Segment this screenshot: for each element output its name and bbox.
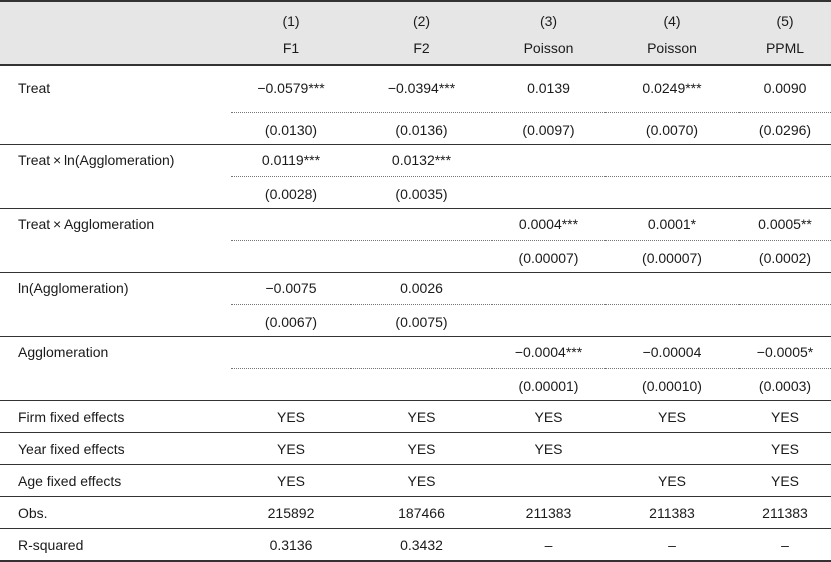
coefficient-cell <box>605 273 739 305</box>
coefficient-cell <box>492 145 605 177</box>
standard-error-cell <box>351 369 492 401</box>
standard-error-cell: (0.0130) <box>231 113 351 145</box>
standard-error-row <box>0 113 831 145</box>
header-cell-col-3: (3) <box>492 1 605 33</box>
coefficient-cell: −0.0005* <box>739 337 831 369</box>
coefficient-row <box>0 273 831 305</box>
coefficient-cell <box>351 209 492 241</box>
value-cell: 211383 <box>492 497 605 529</box>
coefficient-row <box>0 209 831 241</box>
header-cell <box>0 1 231 33</box>
row-label: Treat × ln(Agglomeration) <box>18 151 175 168</box>
value-cell: 211383 <box>739 497 831 529</box>
standard-error-row <box>0 177 831 209</box>
standard-error-cell: (0.0067) <box>231 305 351 337</box>
row-label: Obs. <box>0 497 231 529</box>
coefficient-cell: 0.0139 <box>492 65 605 113</box>
coefficient-cell <box>739 145 831 177</box>
coefficient-cell <box>739 273 831 305</box>
standard-error-cell: (0.0136) <box>351 113 492 145</box>
coefficient-cell <box>605 145 739 177</box>
value-cell: YES <box>739 401 831 433</box>
value-cell: 211383 <box>605 497 739 529</box>
coefficient-cell: 0.0119*** <box>231 145 351 177</box>
value-cell: – <box>492 529 605 562</box>
value-cell: YES <box>351 433 492 465</box>
header-cell-col-2: (2) <box>351 1 492 33</box>
standard-error-cell: (0.0003) <box>739 369 831 401</box>
value-cell: YES <box>492 401 605 433</box>
value-cell: YES <box>351 465 492 497</box>
standard-error-cell: (0.0097) <box>492 113 605 145</box>
value-cell: YES <box>739 465 831 497</box>
value-cell: – <box>739 529 831 562</box>
standard-error-cell: (0.00007) <box>492 241 605 273</box>
header-cell-col-5: (5) <box>739 1 831 33</box>
standard-error-cell: (0.0035) <box>351 177 492 209</box>
row-label: Treat × Agglomeration <box>18 215 155 232</box>
row-label-empty <box>0 113 231 145</box>
header-name-col-4: Poisson <box>605 33 739 65</box>
value-cell: YES <box>492 433 605 465</box>
value-cell: YES <box>605 465 739 497</box>
value-cell: YES <box>739 433 831 465</box>
coefficient-cell: 0.0132*** <box>351 145 492 177</box>
standard-error-cell <box>739 305 831 337</box>
standard-error-cell: (0.0075) <box>351 305 492 337</box>
coefficient-cell <box>492 273 605 305</box>
coefficient-cell: −0.0004*** <box>492 337 605 369</box>
row-label: Agglomeration <box>18 343 109 360</box>
row-label: Treat <box>18 80 51 97</box>
standard-error-cell: (0.00010) <box>605 369 739 401</box>
row-label: R-squared <box>0 529 231 562</box>
standard-error-cell <box>739 177 831 209</box>
standard-error-row <box>0 241 831 273</box>
standard-error-row <box>0 369 831 401</box>
standard-error-cell <box>351 241 492 273</box>
value-cell <box>605 433 739 465</box>
coefficient-cell <box>351 337 492 369</box>
standard-error-row <box>0 305 831 337</box>
header-row-column-numbers <box>0 1 831 33</box>
value-cell: 187466 <box>351 497 492 529</box>
coefficient-cell: −0.0075 <box>231 273 351 305</box>
row-label: Year fixed effects <box>0 433 231 465</box>
row-label-empty <box>0 305 231 337</box>
standard-error-cell: (0.0070) <box>605 113 739 145</box>
header-cell-col-4: (4) <box>605 1 739 33</box>
observations-row <box>0 497 831 529</box>
header-name-col-5: PPML <box>739 33 831 65</box>
header-name-col-2: F2 <box>351 33 492 65</box>
coefficient-cell: −0.0579*** <box>231 65 351 113</box>
table-body <box>0 65 831 561</box>
value-cell: YES <box>231 465 351 497</box>
coefficient-cell: −0.0394*** <box>351 65 492 113</box>
standard-error-cell <box>231 241 351 273</box>
value-cell: YES <box>605 401 739 433</box>
value-cell: 215892 <box>231 497 351 529</box>
value-cell: 0.3136 <box>231 529 351 562</box>
value-cell: YES <box>231 433 351 465</box>
coefficient-cell: 0.0001* <box>605 209 739 241</box>
value-cell <box>492 465 605 497</box>
row-label: ln(Agglomeration) <box>18 279 129 296</box>
header-cell-col-1: (1) <box>231 1 351 33</box>
value-cell: 0.3432 <box>351 529 492 562</box>
coefficient-cell <box>231 337 351 369</box>
standard-error-cell: (0.00007) <box>605 241 739 273</box>
r-squared-row <box>0 529 831 562</box>
row-label-empty <box>0 241 231 273</box>
coefficient-cell: 0.0004*** <box>492 209 605 241</box>
coefficient-cell: −0.00004 <box>605 337 739 369</box>
standard-error-cell <box>605 305 739 337</box>
row-label-empty <box>0 177 231 209</box>
firm-fixed-effects-row <box>0 401 831 433</box>
value-cell: YES <box>351 401 492 433</box>
standard-error-cell: (0.00001) <box>492 369 605 401</box>
value-cell: YES <box>231 401 351 433</box>
table-header <box>0 1 831 65</box>
header-row-model-names <box>0 33 831 65</box>
coefficient-row <box>0 145 831 177</box>
standard-error-cell: (0.0296) <box>739 113 831 145</box>
coefficient-row <box>0 337 831 369</box>
standard-error-cell <box>492 305 605 337</box>
standard-error-cell <box>605 177 739 209</box>
coefficient-cell: 0.0005** <box>739 209 831 241</box>
header-name-col-3: Poisson <box>492 33 605 65</box>
coefficient-row <box>0 65 831 113</box>
year-fixed-effects-row <box>0 433 831 465</box>
row-label: Age fixed effects <box>0 465 231 497</box>
coefficient-cell: 0.0026 <box>351 273 492 305</box>
coefficient-cell <box>231 209 351 241</box>
row-label-empty <box>0 369 231 401</box>
coefficient-cell: 0.0249*** <box>605 65 739 113</box>
header-name-col-1: F1 <box>231 33 351 65</box>
standard-error-cell <box>492 177 605 209</box>
age-fixed-effects-row <box>0 465 831 497</box>
row-label: Firm fixed effects <box>0 401 231 433</box>
standard-error-cell: (0.0028) <box>231 177 351 209</box>
standard-error-cell <box>231 369 351 401</box>
header-cell <box>0 33 231 65</box>
coefficient-cell: 0.0090 <box>739 65 831 113</box>
standard-error-cell: (0.0002) <box>739 241 831 273</box>
value-cell: – <box>605 529 739 562</box>
